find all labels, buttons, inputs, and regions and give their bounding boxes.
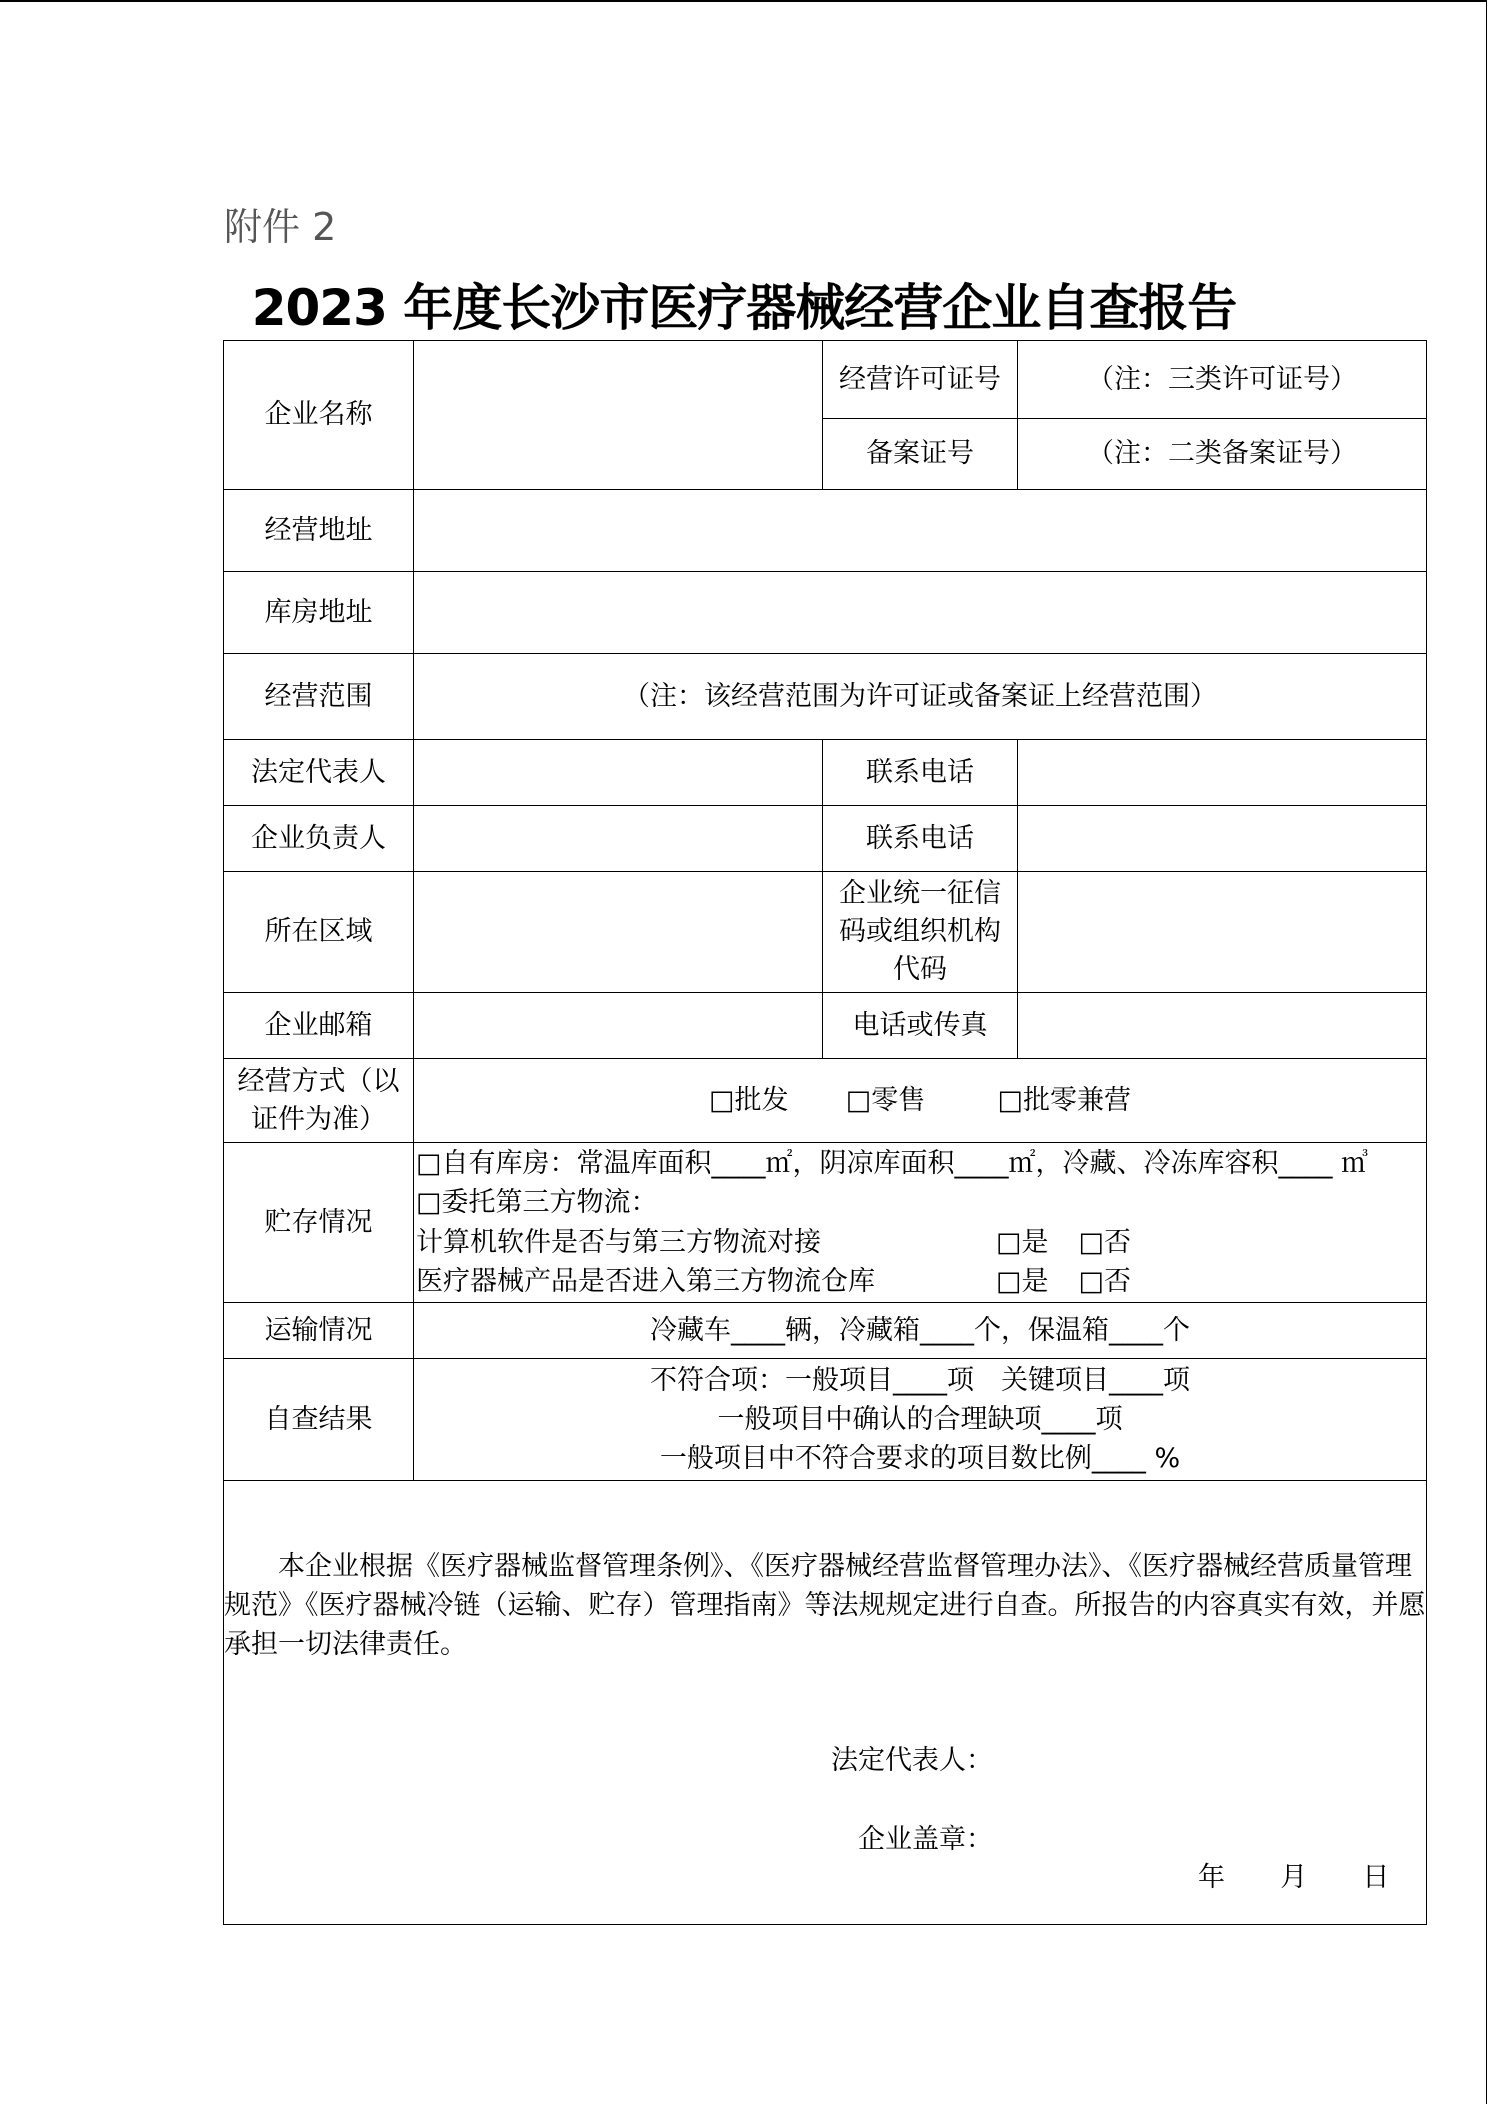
product-warehouse-no[interactable]: □否 — [1078, 1265, 1132, 1297]
product-warehouse-line — [416, 1262, 1422, 1301]
self-inspection-form — [223, 340, 1427, 1925]
result-label: 自查结果 — [224, 1359, 414, 1481]
result-field — [414, 1359, 1427, 1481]
email-field[interactable] — [414, 993, 823, 1059]
company-name-field[interactable] — [414, 341, 823, 490]
storage-label: 贮存情况 — [224, 1143, 414, 1303]
result-line-3[interactable]: 一般项目中不符合要求的项目数比例____ % — [659, 1443, 1181, 1475]
principal-label: 企业负责人 — [224, 806, 414, 872]
company-name-label: 企业名称 — [224, 341, 414, 490]
phone-label-2: 联系电话 — [823, 806, 1018, 872]
result-line-1[interactable]: 不符合项：一般项目____项 关键项目____项 — [650, 1364, 1190, 1396]
software-dock-question: 计算机软件是否与第三方物流对接 — [416, 1226, 821, 1258]
warehouse-address-field[interactable] — [414, 572, 1427, 654]
retail-checkbox[interactable]: □零售 — [845, 1084, 926, 1116]
product-warehouse-question: 医疗器械产品是否进入第三方物流仓库 — [416, 1265, 875, 1297]
wholesale-retail-checkbox[interactable]: □批零兼营 — [997, 1084, 1131, 1116]
company-seal-label[interactable]: 企业盖章： — [858, 1824, 993, 1856]
date-month[interactable]: 月 — [1280, 1862, 1308, 1894]
software-dock-line — [416, 1223, 1422, 1262]
business-mode-options — [414, 1059, 1427, 1143]
signature-block — [224, 1664, 1426, 1924]
legal-rep-field[interactable] — [414, 740, 823, 806]
third-party-logistics-line[interactable]: □委托第三方物流： — [416, 1187, 658, 1219]
business-address-field[interactable] — [414, 490, 1427, 572]
software-dock-yes[interactable]: □是 — [996, 1226, 1049, 1258]
date-line — [1198, 1859, 1389, 1897]
region-label: 所在区域 — [224, 872, 414, 993]
phone-field-1[interactable] — [1018, 740, 1427, 806]
date-day[interactable]: 日 — [1362, 1862, 1390, 1894]
license-no-label: 经营许可证号 — [823, 341, 1018, 419]
phone-field-2[interactable] — [1018, 806, 1427, 872]
declaration-cell — [224, 1481, 1427, 1925]
transport-field[interactable]: 冷藏车____辆，冷藏箱____个，保温箱____个 — [414, 1303, 1427, 1359]
principal-field[interactable] — [414, 806, 823, 872]
tel-fax-label: 电话或传真 — [823, 993, 1018, 1059]
region-field[interactable] — [414, 872, 823, 993]
phone-label-1: 联系电话 — [823, 740, 1018, 806]
business-scope-field[interactable]: （注：该经营范围为许可证或备案证上经营范围） — [414, 654, 1427, 740]
credit-code-label: 企业统一征信码或组织机构代码 — [823, 872, 1018, 993]
license-no-field[interactable]: （注：三类许可证号） — [1018, 341, 1427, 419]
business-scope-label: 经营范围 — [224, 654, 414, 740]
legal-rep-label: 法定代表人 — [224, 740, 414, 806]
storage-field — [414, 1143, 1427, 1303]
date-year[interactable]: 年 — [1198, 1862, 1225, 1894]
legal-rep-signature-label[interactable]: 法定代表人： — [831, 1745, 993, 1777]
business-address-label: 经营地址 — [224, 490, 414, 572]
record-no-field[interactable]: （注：二类备案证号） — [1018, 419, 1427, 490]
own-warehouse-line[interactable]: □自有库房：常温库面积____㎡，阴凉库面积____㎡，冷藏、冷冻库容积____ ㎥ — [416, 1148, 1369, 1180]
result-line-2[interactable]: 一般项目中确认的合理缺项____项 — [717, 1403, 1123, 1435]
wholesale-checkbox[interactable]: □批发 — [709, 1084, 789, 1116]
software-dock-no[interactable]: □否 — [1078, 1226, 1132, 1258]
record-no-label: 备案证号 — [823, 419, 1018, 490]
email-label: 企业邮箱 — [224, 993, 414, 1059]
declaration-text: 本企业根据《医疗器械监督管理条例》、《医疗器械经营监督管理办法》、《医疗器械经营质量管理规范》《医疗器械冷链（运输、贮存）管理指南》等法规规定进行自查。所报告的内容真实有效，并愿承担一切法律责任。 — [224, 1551, 1426, 1661]
product-warehouse-yes[interactable]: □是 — [996, 1265, 1049, 1297]
tel-fax-field[interactable] — [1018, 993, 1427, 1059]
warehouse-address-label: 库房地址 — [224, 572, 414, 654]
document-title: 2023 年度长沙市医疗器械经营企业自查报告 — [251, 279, 1237, 337]
attachment-label: 附件 2 — [224, 205, 337, 249]
transport-label: 运输情况 — [224, 1303, 414, 1359]
credit-code-field[interactable] — [1018, 872, 1427, 993]
business-mode-label: 经营方式（以证件为准） — [224, 1059, 414, 1143]
